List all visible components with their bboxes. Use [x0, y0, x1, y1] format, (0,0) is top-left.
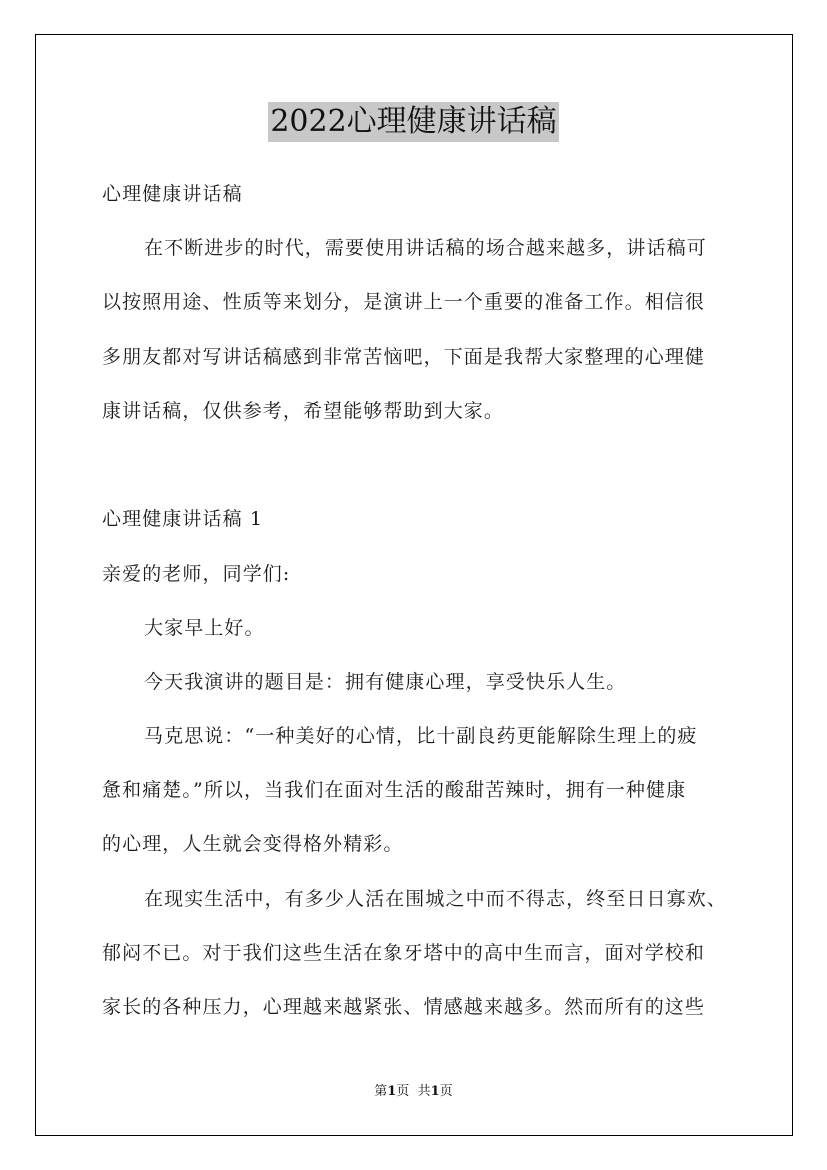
footer-prefix: 第: [374, 1084, 388, 1099]
salutation: 亲爱的老师，同学们:: [102, 563, 291, 585]
intro-line-3: 多朋友都对写讲话稿感到非常苦恼吧，下面是我帮大家整理的心理健: [102, 346, 706, 368]
reality-line-2: 郁闷不已。对于我们这些生活在象牙塔中的高中生而言，面对学校和: [102, 942, 706, 964]
section-heading: 心理健康讲话稿 1: [102, 508, 264, 530]
title-container: [0, 102, 827, 142]
quote-line-1: 马克思说：“一种美好的心情，比十副良药更能解除生理上的疲: [144, 725, 698, 747]
intro-line-1: 在不断进步的时代，需要使用讲话稿的场合越来越多，讲话稿可: [144, 237, 707, 259]
section-heading: 心理健康讲话稿: [102, 183, 243, 205]
intro-line-2: 以按照用途、性质等来划分，是演讲上一个重要的准备工作。相信很: [102, 291, 706, 313]
quote-line-3: 的心理，人生就会变得格外精彩。: [102, 833, 404, 855]
page-footer: [0, 1083, 827, 1101]
total-pages-number: 1: [430, 1084, 440, 1099]
reality-line-1: 在现实生活中，有多少人活在围城之中而不得志，终至日日寡欢、: [144, 888, 727, 910]
footer-page-suffix: 页: [396, 1084, 410, 1099]
intro-line-4: 康讲话稿，仅供参考，希望能够帮助到大家。: [102, 400, 505, 422]
document-title: 2022心理健康讲话稿: [268, 102, 558, 142]
topic-line: 今天我演讲的题目是：拥有健康心理，享受快乐人生。: [144, 671, 627, 693]
current-page-number: 1: [387, 1084, 397, 1099]
footer-total-prefix: 共: [417, 1084, 431, 1099]
greeting: 大家早上好。: [144, 617, 265, 639]
reality-line-3: 家长的各种压力，心理越来越紧张、情感越来越多。然而所有的这些: [102, 996, 706, 1018]
footer-total-suffix: 页: [439, 1084, 453, 1099]
quote-line-2: 惫和痛楚。”所以，当我们在面对生活的酸甜苦辣时，拥有一种健康: [102, 779, 687, 801]
